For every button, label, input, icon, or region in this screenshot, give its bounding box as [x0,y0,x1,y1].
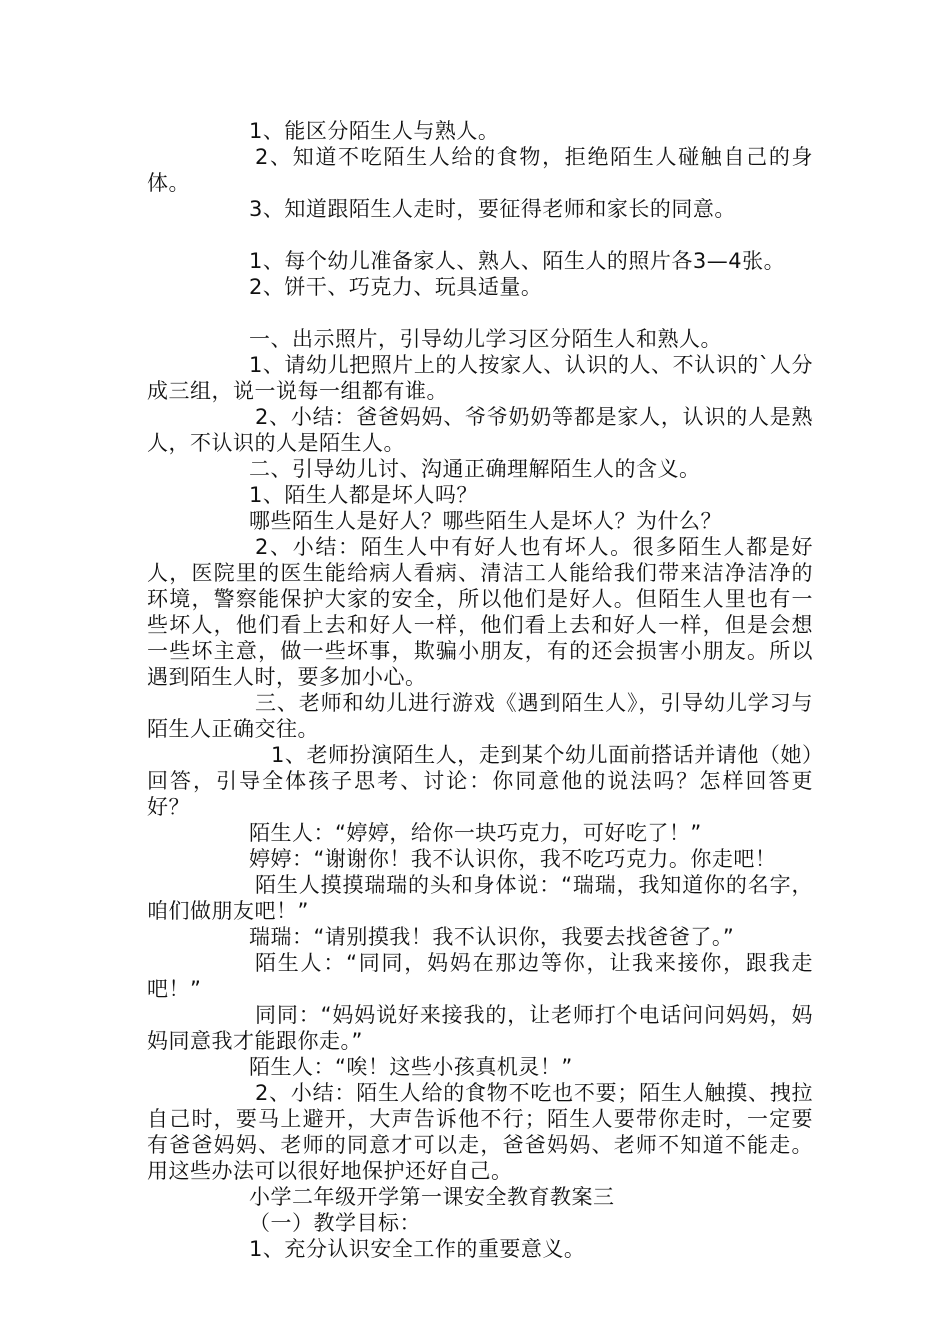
paragraph: 婷婷：“谢谢你！我不认识你，我不吃巧克力。你走吧！ [249,847,777,871]
paragraph: 哪些陌生人是好人？哪些陌生人是坏人？为什么？ [249,509,722,533]
paragraph: 陌生人：“婷婷，给你一块巧克力，可好吃了！” [249,821,702,845]
paragraph: 陌生人：“同同，妈妈在那边等你，让我来接你，跟我走吧！” [147,951,813,1001]
paragraph: 1、能区分陌生人与熟人。 [249,119,500,143]
paragraph: 二、引导幼儿讨、沟通正确理解陌生人的含义。 [249,457,701,481]
paragraph: 瑞瑞：“请别摸我！我不认识你，我要去找爸爸了。” [249,925,735,949]
paragraph: 陌生人摸摸瑞瑞的头和身体说：“瑞瑞，我知道你的名字，咱们做朋友吧！” [147,873,813,923]
paragraph: 2、小结：陌生人给的食物不吃也不要；陌生人触摸、拽拉自己时，要马上避开，大声告诉他不行；陌生人要带你走时，一定要有爸爸妈妈、老师的同意才可以走，爸爸妈妈、老师不知道不能走。用这些办法可以很好地保护还好自己。 [147,1081,813,1183]
paragraph: 1、陌生人都是坏人吗？ [249,483,478,507]
spacer [147,222,813,248]
paragraph: 2、小结：陌生人中有好人也有坏人。很多陌生人都是好人，医院里的医生能给病人看病、清洁工人能给我们带来洁净洁净的环境，警察能保护大家的安全，所以他们是好人。但陌生人里也有一些坏人，他们看上去和好人一样，他们看上去和好人一样，但是会想一些坏主意，做一些坏事，欺骗小朋友，有的还会损害小朋友。所以遇到陌生人时，要多加小心。 [147,535,813,689]
paragraph: 同同：“妈妈说好来接我的，让老师打个电话问问妈妈，妈妈同意我才能跟你走。” [147,1003,813,1053]
paragraph: 1、充分认识安全工作的重要意义。 [249,1237,586,1261]
paragraph: 1、每个幼儿准备家人、熟人、陌生人的照片各3—4张。 [249,249,786,273]
paragraph: 2、小结：爸爸妈妈、爷爷奶奶等都是家人，认识的人是熟人，不认识的人是陌生人。 [147,405,813,455]
paragraph: 3、知道跟陌生人走时，要征得老师和家长的同意。 [249,197,736,221]
document-body [147,118,813,1262]
paragraph: 2、饼干、巧克力、玩具适量。 [249,275,543,299]
paragraph: 1、老师扮演陌生人，走到某个幼儿面前搭话并请他（她）回答，引导全体孩子思考、讨论：你同意他的说法吗？怎样回答更好？ [147,743,813,819]
paragraph: 一、出示照片，引导幼儿学习区分陌生人和熟人。 [249,327,722,351]
paragraph: 陌生人：“唉！这些小孩真机灵！” [249,1055,573,1079]
paragraph: 2、知道不吃陌生人给的食物，拒绝陌生人碰触自己的身体。 [147,145,813,195]
spacer [147,300,813,326]
paragraph: 三、老师和幼儿进行游戏《遇到陌生人》，引导幼儿学习与陌生人正确交往。 [147,691,813,741]
paragraph: 小学二年级开学第一课安全教育教案三 [249,1185,615,1209]
paragraph: （一）教学目标： [249,1211,421,1235]
paragraph: 1、请幼儿把照片上的人按家人、认识的人、不认识的`人分成三组，说一说每一组都有谁。 [147,353,813,403]
